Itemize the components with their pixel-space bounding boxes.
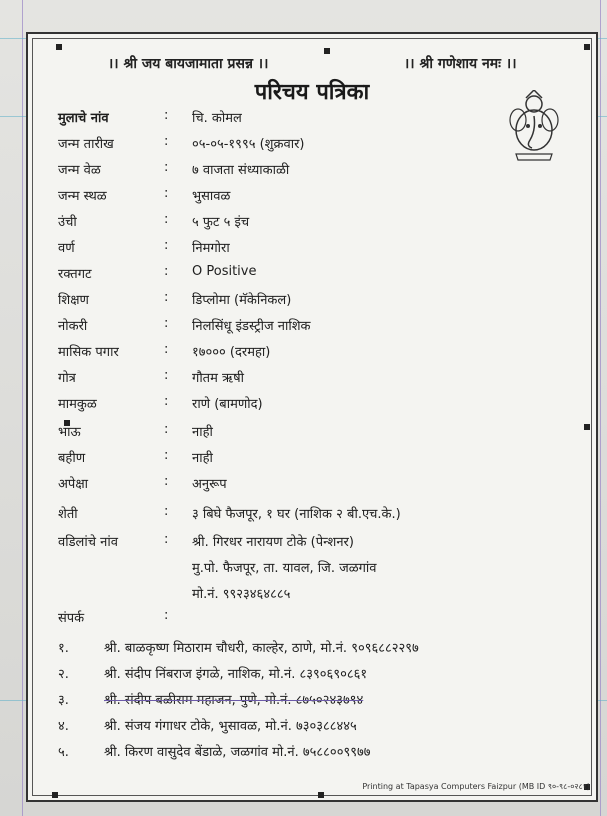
field-row: जन्म स्थळ : भुसावळ [58, 186, 231, 204]
selection-handle[interactable] [324, 48, 330, 54]
field-label: बहीण [58, 451, 86, 466]
field-label: जन्म वेळ [58, 163, 101, 178]
field-row: जन्म वेळ : ७ वाजता संध्याकाळी [58, 160, 290, 178]
contact-item [28, 664, 596, 686]
field-value: ०५-०५-१९९५ (शुक्रवार) [192, 137, 305, 152]
contact-text: श्री. संजय गंगाधर टोके, भुसावळ, मो.नं. ७३०३८८४४५ [104, 719, 357, 734]
field-value: चि. कोमल [192, 111, 242, 126]
field-row: वडिलांचे नांव : श्री. गिरधर नारायण टोके (पेन्शनर) [58, 532, 354, 550]
field-value: गौतम ऋषी [192, 371, 244, 386]
field-label: वर्ण [58, 241, 75, 256]
field-label: गोत्र [58, 371, 76, 386]
field-row: उंची : ५ फुट ५ इंच [58, 212, 250, 230]
field-value: ५ फुट ५ इंच [192, 215, 250, 230]
field-row: अपेक्षा : अनुरूप [58, 474, 227, 492]
field-label: शिक्षण [58, 293, 89, 308]
selection-handle[interactable] [56, 44, 62, 50]
field-label: उंची [58, 215, 77, 230]
selection-handle[interactable] [52, 792, 58, 798]
field-row: शेती : ३ बिघे फैजपूर, १ घर (नाशिक २ बी.एच.के.) [58, 504, 401, 522]
contact-number: ३. [58, 693, 69, 708]
biodata-page[interactable] [26, 32, 598, 802]
field-value: १७००० (दरमहा) [192, 345, 271, 360]
field-value: डिप्लोमा (मॅकेनिकल) [192, 293, 292, 308]
field-label: वडिलांचे नांव [58, 535, 118, 550]
field-label: रक्तगट [58, 267, 92, 282]
contact-number: ४. [58, 719, 69, 734]
contact-item [28, 690, 596, 712]
field-row: बहीण : नाही [58, 448, 213, 466]
field-value: ७ वाजता संध्याकाळी [192, 163, 290, 178]
contact-number: ५. [58, 745, 69, 760]
field-value: राणे (बामणोद) [192, 397, 263, 412]
field-label: जन्म तारीख [58, 137, 114, 152]
address-line-1: मु.पो. फैजपूर, ता. यावल, जि. जळगांव [192, 561, 377, 576]
field-label: शेती [58, 507, 78, 522]
father-mobile: मो.नं. ९९२३४६४८८५ [192, 587, 291, 602]
field-value: श्री. गिरधर नारायण टोके (पेन्शनर) [192, 535, 354, 550]
field-label: नोकरी [58, 319, 88, 334]
field-row: गोत्र : गौतम ऋषी [58, 368, 244, 386]
field-row: भाऊ : नाही [58, 422, 213, 440]
guide-line [600, 0, 601, 816]
field-label: मासिक पगार [58, 345, 119, 360]
contact-item [28, 638, 596, 660]
field-row: रक्तगट : O Positive [58, 264, 257, 282]
field-row: शिक्षण : डिप्लोमा (मॅकेनिकल) [58, 290, 292, 308]
field-value: O Positive [192, 264, 257, 279]
contact-text: श्री. बाळकृष्ण मिठाराम चौधरी, काल्हेर, ठाणे, मो.नं. ९०९६८८२२९७ [104, 641, 419, 656]
field-value: नाही [192, 425, 213, 440]
field-value: अनुरूप [192, 477, 227, 492]
field-row: मामकुळ : राणे (बामणोद) [58, 394, 263, 412]
contacts-heading: संपर्क [58, 611, 85, 626]
contact-number: २. [58, 667, 69, 682]
contact-text: श्री. किरण वासुदेव बेंडाळे, जळगांव मो.नं. ७५८८००९९७७ [104, 745, 371, 760]
contact-number: १. [58, 641, 69, 656]
contact-text: श्री. संदीप बळीराम महाजन, पुणे, मो.नं. ८७५०२४३७९४ [104, 693, 364, 708]
field-value: निलसिंधू इंडस्ट्रीज नाशिक [192, 319, 311, 334]
field-row: जन्म तारीख : ०५-०५-१९९५ (शुक्रवार) [58, 134, 305, 152]
selection-handle[interactable] [584, 44, 590, 50]
father-address-line [28, 584, 596, 608]
field-label: जन्म स्थळ [58, 189, 107, 204]
field-label: भाऊ [58, 425, 81, 440]
selection-handle[interactable] [318, 792, 324, 798]
field-row: नोकरी : निलसिंधू इंडस्ट्रीज नाशिक [58, 316, 311, 334]
page-title: परिचय पत्रिका [254, 80, 370, 105]
field-label: मामकुळ [58, 397, 97, 412]
field-row: मुलाचे नांव : चि. कोमल [58, 108, 242, 126]
field-label: मुलाचे नांव [58, 111, 109, 126]
field-value: ३ बिघे फैजपूर, १ घर (नाशिक २ बी.एच.के.) [192, 507, 401, 522]
right-invocation: ।। श्री गणेशाय नमः ।। [404, 56, 517, 72]
contact-item [28, 716, 596, 738]
left-invocation: ।। श्री जय बायजामाता प्रसन्न ।। [108, 56, 269, 72]
contacts-heading-row: संपर्क : [58, 608, 169, 626]
field-value: नाही [192, 451, 213, 466]
contact-item [28, 742, 596, 764]
guide-line [22, 0, 23, 816]
field-row: मासिक पगार : १७००० (दरमहा) [58, 342, 271, 360]
field-value: भुसावळ [192, 189, 231, 204]
printer-footer: Printing at Tapasya Computers Faizpur (MB ID ९०-९८-०२८१) [362, 782, 590, 791]
field-value: निमगोरा [192, 241, 230, 256]
field-label: अपेक्षा [58, 477, 89, 492]
field-row: वर्ण : निमगोरा [58, 238, 230, 256]
father-address-line [28, 558, 596, 582]
contact-text: श्री. संदीप निंबराज इंगळे, नाशिक, मो.नं. ८३९०६९०८६१ [104, 667, 368, 682]
